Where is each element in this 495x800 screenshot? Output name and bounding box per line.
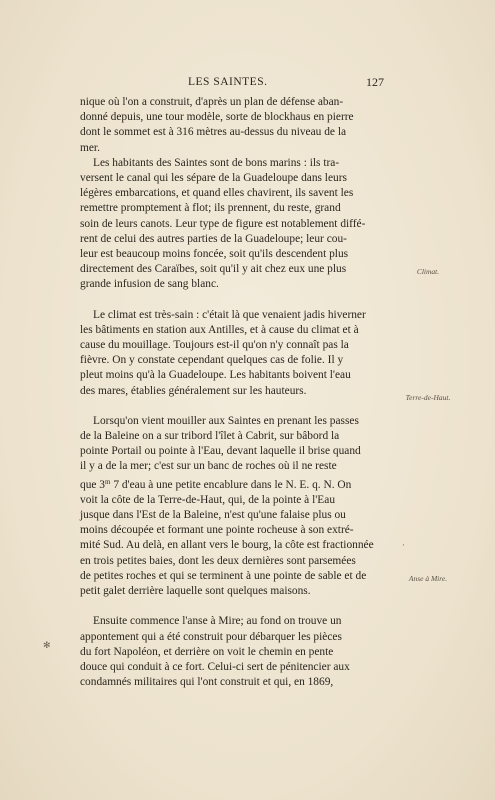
paragraph-1 [80,95,386,156]
text-line: douce qui conduit à ce fort. Celui-ci sert de pénitencier aux [80,660,350,673]
body-text [80,95,386,690]
text-line: moins découpée et formant une pointe rocheuse à son extré- [80,524,354,537]
text-line [80,479,351,491]
text-line: légères embarcations, et quand elles chavirent, ils savent les [80,187,354,200]
text-fragment: 7 d'eau à une petite encablure dans le N. E. q. N. On [113,478,352,491]
text-line: mer. [80,141,100,154]
text-line: les bâtiments en station aux Antilles, et à cause du climat et à [80,323,359,336]
text-line: voit la côte de la Terre-de-Haut, qui, de la pointe à l'Eau [80,493,336,506]
text-line: des mares, établies généralement sur les hauteurs. [80,384,307,397]
text-line: condamnés militaires qui l'ont construit et qui, en 1869, [80,676,334,689]
text-line: il y a de la mer; c'est sur un banc de roches où il ne reste [80,460,337,473]
text-line: jusque dans l'Est de la Baleine, n'est qu'une falaise plus ou [80,509,346,522]
page-number: 127 [366,75,384,89]
text-line: appontement qui a été construit pour débarquer les pièces [80,630,342,643]
paragraph-4 [80,414,386,599]
margin-note-anse-a-mire: Anse à Mire. [408,574,448,583]
margin-note-climat: Climat. [416,267,440,276]
text-line: grande infusion de sang blanc. [80,278,219,291]
text-line: cause du mouillage. Toujours est-il qu'on n'y connaît pas la [80,339,349,352]
paragraph-2 [80,156,386,293]
running-title: LES SAINTES. [188,76,268,88]
superscript: m [105,477,111,486]
stain-mark: · [402,540,405,550]
text-line: de la Baleine on a sur tribord l'îlet à Cabrit, sur bâbord la [80,430,340,443]
text-line: leur est beaucoup moins foncée, soit qu'ils descendent plus [80,248,349,261]
text-line: pleut moins qu'à la Guadeloupe. Les habitants boivent l'eau [80,369,351,382]
text-line: de petites roches et qui se terminent à une pointe de sable et de [80,569,367,582]
text-line: rent de celui des autres parties de la Guadeloupe; leur cou- [80,232,347,245]
text-line: soin de leurs canots. Leur type de figure est notablement diffé- [80,217,366,230]
text-line: versent le canal qui les sépare de la Guadeloupe dans leurs [80,172,347,185]
text-line: Le climat est très-sain : c'était là que venaient jadis hiverner [93,308,366,321]
text-line: du fort Napoléon, et derrière on voit le chemin en pente [80,645,334,658]
text-line: petit galet derrière laquelle sont quelques maisons. [80,585,311,598]
text-line: Ensuite commence l'anse à Mire; au fond on trouve un [93,615,342,628]
text-line: Les habitants des Saintes sont de bons marins : ils tra- [93,156,340,169]
text-line: pointe Portail ou pointe à l'Eau, devant laquelle il brise quand [80,445,361,458]
text-line: directement des Caraïbes, soit qu'il y ait chez eux une plus [80,263,347,276]
stain-mark: ✻ [43,640,51,650]
text-line: fièvre. On y constate cependant quelques cas de folie. Il y [80,354,344,367]
paragraph-3 [80,308,386,399]
text-line: Lorsqu'on vient mouiller aux Saintes en prenant les passes [93,414,359,427]
text-line: en trois petites baies, dont les deux dernières sont parsemées [80,554,356,567]
paragraph-5 [80,614,386,690]
text-line: mité Sud. Au delà, en allant vers le bourg, la côte est fractionnée [80,539,374,552]
text-line: nique où l'on a construit, d'après un plan de défense aban- [80,96,344,108]
text-line: remettre promptement à flot; ils prennent, du reste, grand [80,202,341,215]
text-line: dont le sommet est à 316 mètres au-dessus du niveau de la [80,126,347,139]
text-line: donné depuis, une tour modèle, sorte de blockhaus en pierre [80,111,354,124]
margin-note-terre-de-haut: Terre-de-Haut. [405,393,451,402]
text-fragment: que 3 [80,478,105,491]
